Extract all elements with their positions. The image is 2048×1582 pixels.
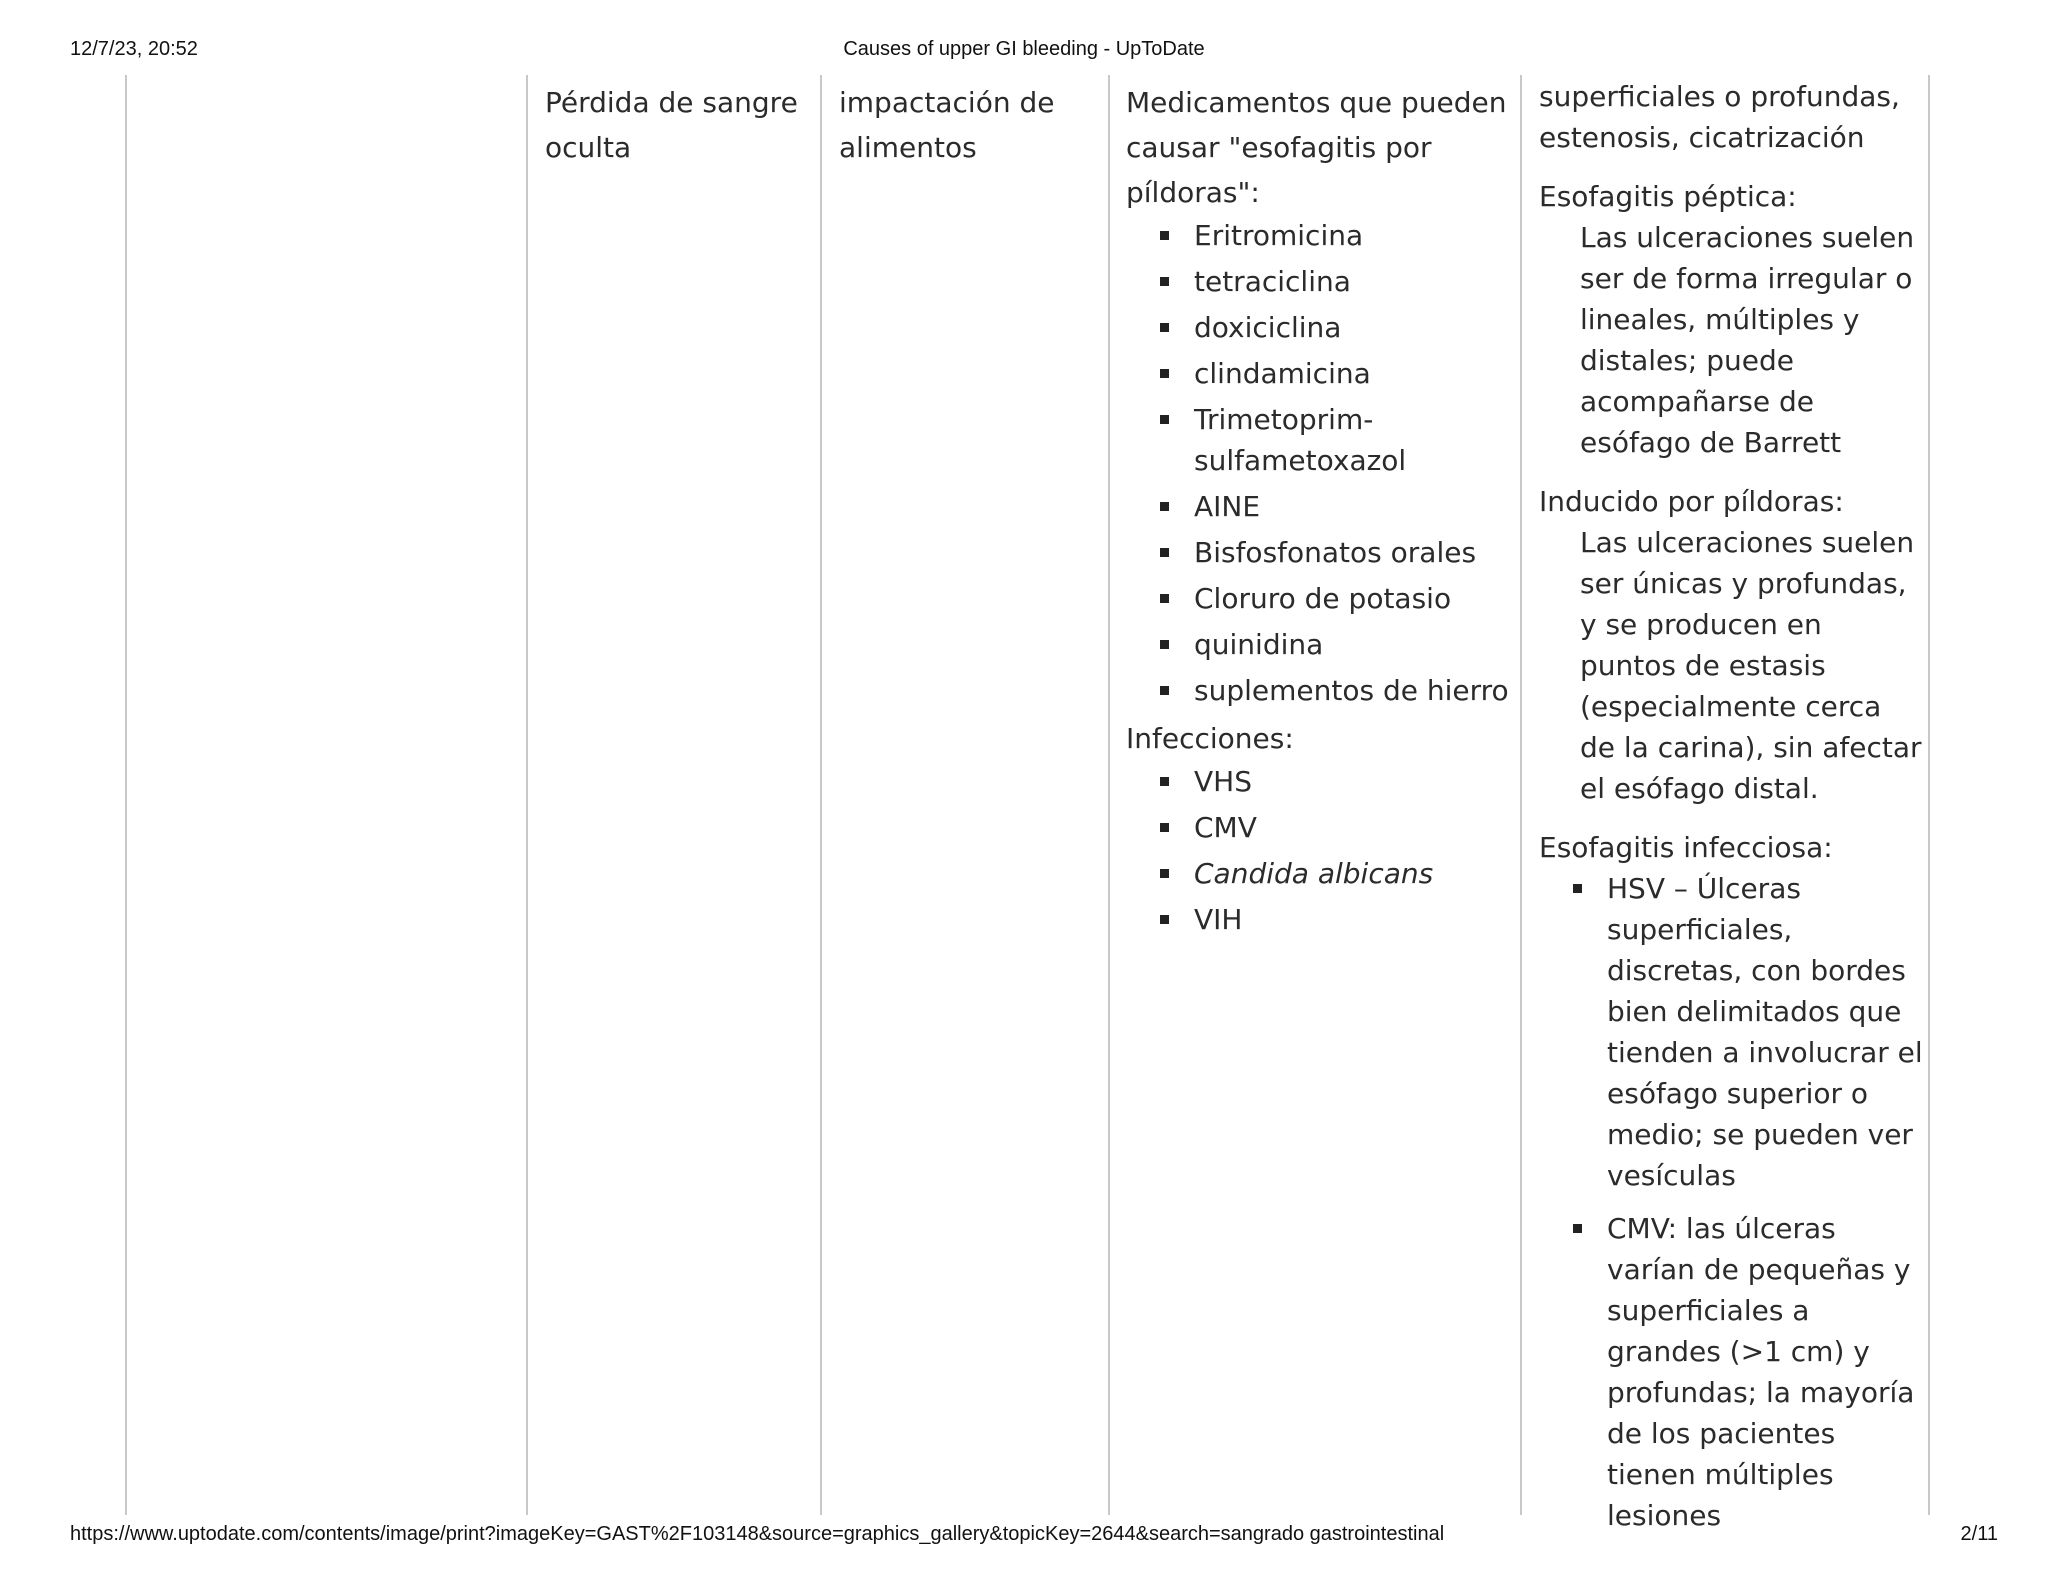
cell-text: impactación de alimentos — [839, 86, 1055, 164]
list-item: VHS — [1194, 761, 1511, 802]
list-item: HSV – Úlceras superficiales, discretas, con bordes bien delimitados que tienden a involucrar el esófago superior o medio; se pueden ver vesículas — [1607, 868, 1924, 1196]
infectious-esophagitis-label: Esofagitis infecciosa: — [1539, 831, 1833, 864]
table-cell-endoscopic-findings — [1539, 76, 1924, 1548]
list-item: Bisfosfonatos orales — [1194, 532, 1511, 573]
print-datetime: 12/7/23, 20:52 — [70, 38, 198, 60]
pill-induced-text: Las ulceraciones suelen ser únicas y profundas, y se producen en puntos de estasis (especialmente cerca de la carina), sin afectar el esófago distal. — [1580, 526, 1922, 805]
page-title: Causes of upper GI bleeding - UpToDate — [843, 38, 1205, 60]
table-column-divider — [125, 75, 127, 1515]
pill-induced-label: Inducido por píldoras: — [1539, 485, 1844, 518]
peptic-esophagitis-label: Esofagitis péptica: — [1539, 180, 1797, 213]
continued-text: superficiales o profundas, estenosis, cicatrización — [1539, 80, 1900, 154]
list-item: VIH — [1194, 899, 1511, 940]
table-column-divider — [1520, 75, 1522, 1515]
cell-text: Pérdida de sangre oculta — [545, 86, 798, 164]
list-item: doxiciclina — [1194, 307, 1511, 348]
list-item: Trimetoprim-sulfametoxazol — [1194, 399, 1384, 481]
infections-list — [1126, 761, 1511, 940]
table-cell-food-impaction — [839, 80, 1089, 170]
page-number: 2/11 — [1960, 1523, 1998, 1545]
table-column-divider — [820, 75, 822, 1515]
list-item: CMV: las úlceras varían de pequeñas y superficiales a grandes (>1 cm) y profundas; la mayoría de los pacientes tienen múltiples lesiones — [1607, 1208, 1924, 1536]
infectious-esophagitis-list — [1539, 868, 1924, 1536]
list-item: Candida albicans — [1194, 853, 1511, 894]
list-item: quinidina — [1194, 624, 1511, 665]
list-item: suplementos de hierro — [1194, 670, 1511, 711]
table-column-divider — [526, 75, 528, 1515]
medications-intro: Medicamentos que pueden causar "esofagitis por píldoras": — [1126, 86, 1507, 209]
table-column-divider — [1928, 75, 1930, 1515]
list-item: clindamicina — [1194, 353, 1511, 394]
infections-label: Infecciones: — [1126, 722, 1294, 755]
list-item: Eritromicina — [1194, 215, 1511, 256]
print-url: https://www.uptodate.com/contents/image/print?imageKey=GAST%2F103148&source=graphics_gallery&topicKey=2644&search=sangrado gastrointestinal — [70, 1523, 1445, 1545]
table-cell-blood-loss — [545, 80, 805, 170]
list-item: Cloruro de potasio — [1194, 578, 1511, 619]
peptic-esophagitis-text: Las ulceraciones suelen ser de forma irregular o lineales, múltiples y distales; puede acompañarse de esófago de Barrett — [1580, 221, 1915, 459]
list-item: AINE — [1194, 486, 1511, 527]
table-column-divider — [1108, 75, 1110, 1515]
list-item: tetraciclina — [1194, 261, 1511, 302]
medications-list — [1126, 215, 1511, 711]
table-cell-causes — [1126, 80, 1511, 945]
list-item: CMV — [1194, 807, 1511, 848]
